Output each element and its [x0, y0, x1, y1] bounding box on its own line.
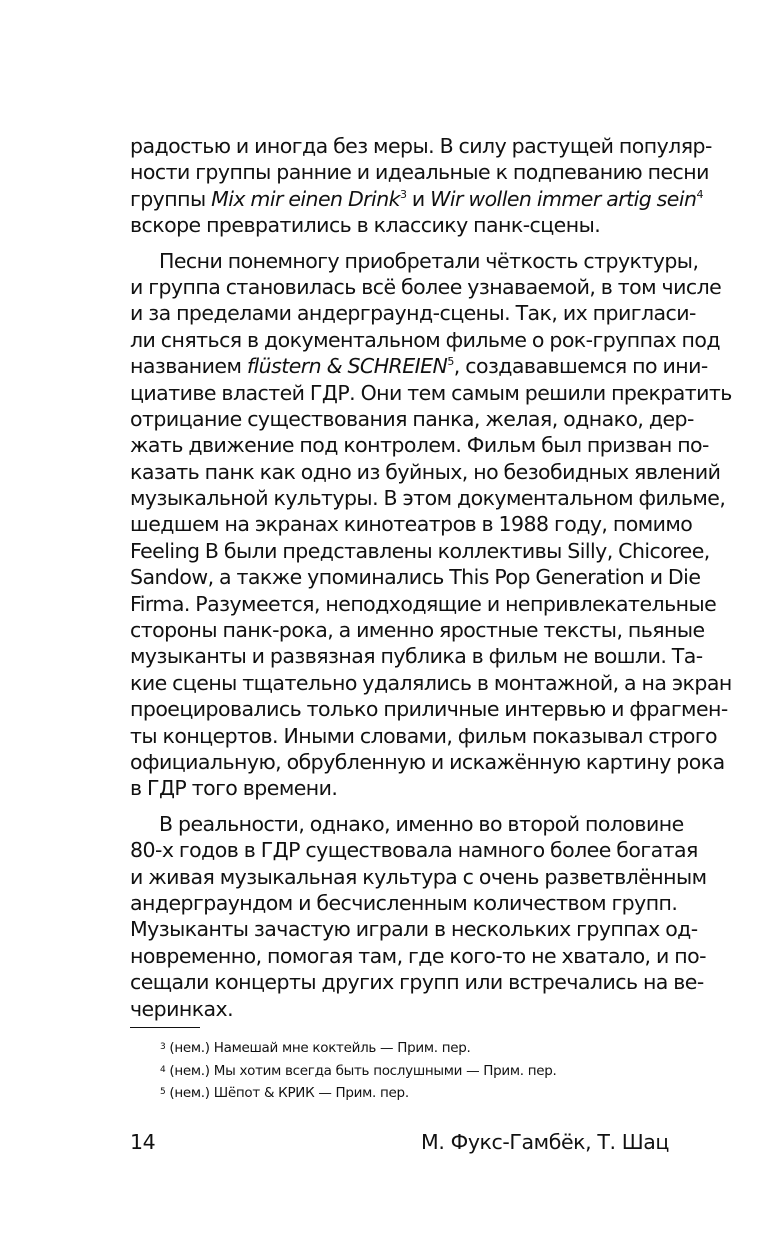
text-line: Firma. Разумеется, неподходящие и непривлекательные: [130, 591, 717, 616]
film-title-fluestern-schreien: flüstern & SCHREIEN: [246, 354, 448, 379]
text-line: сещали концерты других групп или встречались на ве-: [130, 970, 704, 995]
page-number: 14: [130, 1130, 156, 1154]
footnote-5: [160, 1082, 640, 1105]
footnote-ref-4: 4: [696, 187, 703, 201]
song-title-wir-wollen: Wir wollen immer artig sein: [430, 186, 697, 211]
text-line: ности группы ранние и идеальные к подпеванию песни: [130, 160, 709, 185]
text-line: черинках.: [130, 996, 234, 1021]
text-line: Sandow, а также упоминались This Pop Generation и Die: [130, 565, 701, 590]
text-fragment: , создававшемся по ини-: [453, 354, 708, 379]
text-line: в ГДР того времени.: [130, 776, 338, 801]
text-line: радостью и иногда без меры. В силу растущей популяр-: [130, 134, 712, 158]
text-line: Музыканты зачастую играли в нескольких группах од-: [130, 917, 698, 942]
text-line: отрицание существования панка, желая, однако, дер-: [130, 406, 694, 431]
text-fragment: названием: [130, 354, 247, 379]
text-line: Песни понемногу приобретали чёткость структуры,: [159, 248, 699, 273]
text-line: В реальности, однако, именно во второй половине: [159, 811, 684, 836]
footnote-ref-5: 5: [447, 355, 454, 369]
paragraph-3: [130, 811, 707, 1022]
song-title-mix-mir-einen-drink: Mix mir einen Drink: [211, 186, 400, 211]
text-line: музыканты и развязная публика в фильм не вошли. Та-: [130, 644, 703, 669]
paragraph-2: [130, 248, 732, 802]
running-head-authors: М. Фукс-Гамбёк, Т. Шац: [421, 1130, 669, 1154]
footnote-3: [160, 1037, 640, 1060]
body-text: [130, 133, 732, 1022]
text-line: Feeling B были представлены коллективы Silly, Chicoree,: [130, 538, 710, 563]
footnote-number: 4: [160, 1064, 166, 1075]
text-line: и группа становилась всё более узнаваемой, в том числе: [130, 274, 722, 299]
footnote-separator: [130, 1027, 200, 1028]
text-line: и живая музыкальная культура с очень разветвлённым: [130, 864, 707, 889]
footnote-number: 3: [160, 1042, 166, 1052]
text-line: проецировались только приличные интервью и фрагмен-: [130, 697, 728, 722]
text-line: и за пределами андерграунд-сцены. Так, их пригласи-: [130, 301, 696, 326]
text-line: кие сцены тщательно удалялись в монтажной, а на экран: [130, 670, 732, 695]
text-line: [130, 353, 708, 379]
footnotes: [160, 1037, 640, 1105]
text-line: 80-х годов в ГДР существовала намного более богатая: [130, 838, 698, 863]
text-line: ты концертов. Иными словами, фильм показывал строго: [130, 723, 718, 748]
footnote-4: [160, 1060, 640, 1083]
paragraph-1: [130, 133, 712, 239]
text-line: [130, 186, 703, 212]
text-line: новременно, помогая там, где кого-то не хватало, и по-: [130, 943, 706, 968]
text-line: андерграундом и бесчисленным количеством групп.: [130, 890, 678, 915]
footnote-ref-3: 3: [399, 187, 407, 201]
footnote-text: (нем.) Намешай мне коктейль — Прим. пер.: [165, 1040, 471, 1056]
paragraph-gap: [130, 802, 669, 811]
footnote-text: (нем.) Шёпот & КРИК — Прим. пер.: [165, 1085, 409, 1101]
text-line: официальную, обрубленную и искажённую картину рока: [130, 749, 725, 774]
footnote-number: 5: [160, 1087, 166, 1097]
text-line: шедшем на экранах кинотеатров в 1988 году, помимо: [130, 512, 693, 537]
footnote-text: (нем.) Мы хотим всегда быть послушными — Прим. пер.: [165, 1062, 557, 1079]
text-line: музыкальной культуры. В этом документальном фильме,: [130, 486, 726, 511]
text-line: ли сняться в документальном фильме о рок-группах под: [130, 327, 720, 352]
text-line: казать панк как одно из буйных, но безобидных явлений: [130, 459, 721, 484]
text-fragment: группы: [130, 186, 212, 211]
text-line: циативе властей ГДР. Они тем самым решили прекратить: [130, 380, 732, 405]
text-line: вскоре превратились в классику панк-сцены.: [130, 213, 601, 238]
text-line: жать движение под контролем. Фильм был призван по-: [130, 433, 709, 458]
paragraph-gap: [130, 239, 669, 248]
text-line: стороны панк-рока, а именно яростные тексты, пьяные: [130, 618, 705, 643]
text-fragment: и: [406, 186, 431, 211]
